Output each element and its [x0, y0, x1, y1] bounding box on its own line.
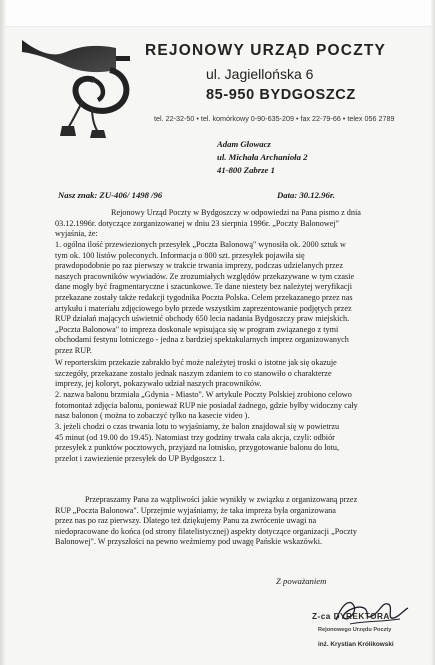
body-paragraph-intro [55, 208, 415, 240]
recipient-name: Adam Głowacz [217, 139, 271, 149]
letterhead-street: ul. Jagiellońska 6 [206, 66, 314, 82]
body-line: W reporterskim przekazie zabrakło być może należytej troski o istotne jak się okazuje [55, 358, 337, 367]
scan-right-edge [431, 0, 435, 665]
body-line: Balonowej". W przyszłości na pewno weźmiemy pod uwagę Pańskie wskazówki. [55, 537, 323, 547]
recipient-street: ul. Michała Archanioła 2 [217, 152, 308, 162]
letterhead-name: REJONOWY URZĄD POCZTY [145, 42, 387, 59]
letterhead-city: 85-950 BYDGOSZCZ [206, 87, 356, 103]
body-line: RUP „Poczta Balonowa". Uprzejmie wyjaśniamy, że taka impreza była organizowana [55, 505, 336, 515]
body-line: fotomontaż zdjęcia balonu, ponieważ RUP nie posiadał żadnego, gdzie byłby widoczny cały [55, 400, 358, 410]
body-line: dane mogły być fragmentaryczne i szacunkowe. Te dane niestety bez należytej weryfikacji [55, 282, 353, 292]
body-line: obchodami festynu lotniczego - jedna z bardziej spektakularnych imprez organizowanych [55, 335, 349, 345]
body-line: 2. nazwa balonu brzmiała „Gdynia - Miasto". W artykule Poczty Polskiej zrobiono celowo [55, 390, 352, 399]
body-line: nasz balonon ( można to zobaczyć tylko na kasecie video ). [55, 411, 250, 421]
scan-left-edge [0, 0, 6, 665]
body-line: przekazane zostały także redakcji tygodnika Poczta Polska. Celem przekazanego przez nas [55, 292, 353, 302]
body-line: 45 minut (od 19.00 do 19.45). Natomiast trzy godziny trwała cała akcja, czyli: odbiór [55, 432, 335, 442]
closing-greeting: Z poważaniem [276, 576, 327, 586]
body-line: 3. jeżeli chodzi o czas trwania lotu to wyjaśniamy, że balon znajdował się w powietrzu [55, 422, 340, 431]
body-line: szczegóły, przekazane zostało jednak naszym zdaniem to co stanowiło o charakterze [55, 368, 332, 378]
body-paragraph-apology [55, 495, 415, 548]
body-line: tym ok. 100 listów poleconych. Informacja o 800 szt. przesyłek pojawiła się [55, 250, 305, 260]
letter-date: Data: 30.12.96r. [277, 190, 335, 200]
recipient-city: 41-800 Zabrze 1 [217, 165, 275, 175]
reference-number: Nasz znak: ZU-406/ 1498 /96 [58, 190, 163, 200]
stamp-office: Rejonowego Urzędu Poczty [318, 627, 392, 633]
body-line: wyjaśnia, że: [55, 229, 98, 239]
body-paragraph-reportage [55, 358, 415, 390]
body-line: 1. ogólna ilość przewiezionych przesyłek „Poczta Balonową" wynosiła ok. 2000 sztuk w [55, 240, 346, 249]
stamp-person-name: inż. Krystian Królikowski [318, 641, 394, 648]
handwritten-signature [330, 594, 410, 628]
body-line: przesyłek z punktów pocztowych, przyjazd na lotnisko, przygotowanie balonu do lotu, [55, 443, 339, 453]
body-line: Przepraszamy Pana za wątpliwości jakie wynikły w związku z organizowaną przez [85, 495, 358, 504]
body-line: niedopracowane do końca (od strony filatelistycznej) aspekty dotyczące organizacji „Poczty [55, 526, 357, 536]
stamp-title: Z-ca DYREKTORA [312, 612, 390, 621]
body-line: przelot i zawiezienie przesyłek do UP Bydgoszcz 1. [55, 453, 225, 463]
body-line: prawdopodobnie po raz pierwszy w trakcie trwania imprezy, podczas udzielanych przez [55, 261, 343, 271]
body-line: 03.12.1996r. dotyczące zorganizowanej w dniu 23 sierpnia 1996r. „Poczty Balonowej" [55, 218, 339, 228]
body-paragraph-point-2 [55, 390, 415, 422]
body-line: imprezy, jej koloryt, pokazywało udział naszych pracowników. [55, 379, 262, 389]
body-line: RUP działań mających uświetnić obchody 650 lecia nadania Bydgoszczy praw miejskich. [55, 314, 350, 324]
body-line: przez nas po raz pierwszy. Dlatego też dziękujemy Panu za zwrócenie uwagi na [55, 516, 317, 526]
post-horn-logo [18, 30, 136, 138]
body-paragraph-point-1 [55, 240, 415, 357]
body-line: artykułu i materiału zdjęciowego było przede wszystkim zaprezentowanie podjętych przez [55, 303, 352, 313]
body-paragraph-point-3 [55, 422, 415, 464]
body-line: naszych pracowników wywiadów. Ze zrozumiałych względów przekazywane w tym czasie [55, 271, 355, 281]
body-line: przez RUP. [55, 345, 92, 355]
scan-top-strip [0, 0, 435, 27]
body-line: Rejonowy Urząd Poczty w Bydgoszczy w odpowiedzi na Pana pismo z dnia [111, 208, 361, 217]
letterhead-contacts: tel. 22-32-50 • tel. komórkowy 0-90-635-209 • fax 22-79-66 • telex 056 2789 [154, 114, 395, 123]
body-line: „Poczta Balonowa" to impreza doskonale wpisująca się w program związanego z tymi [55, 324, 339, 334]
